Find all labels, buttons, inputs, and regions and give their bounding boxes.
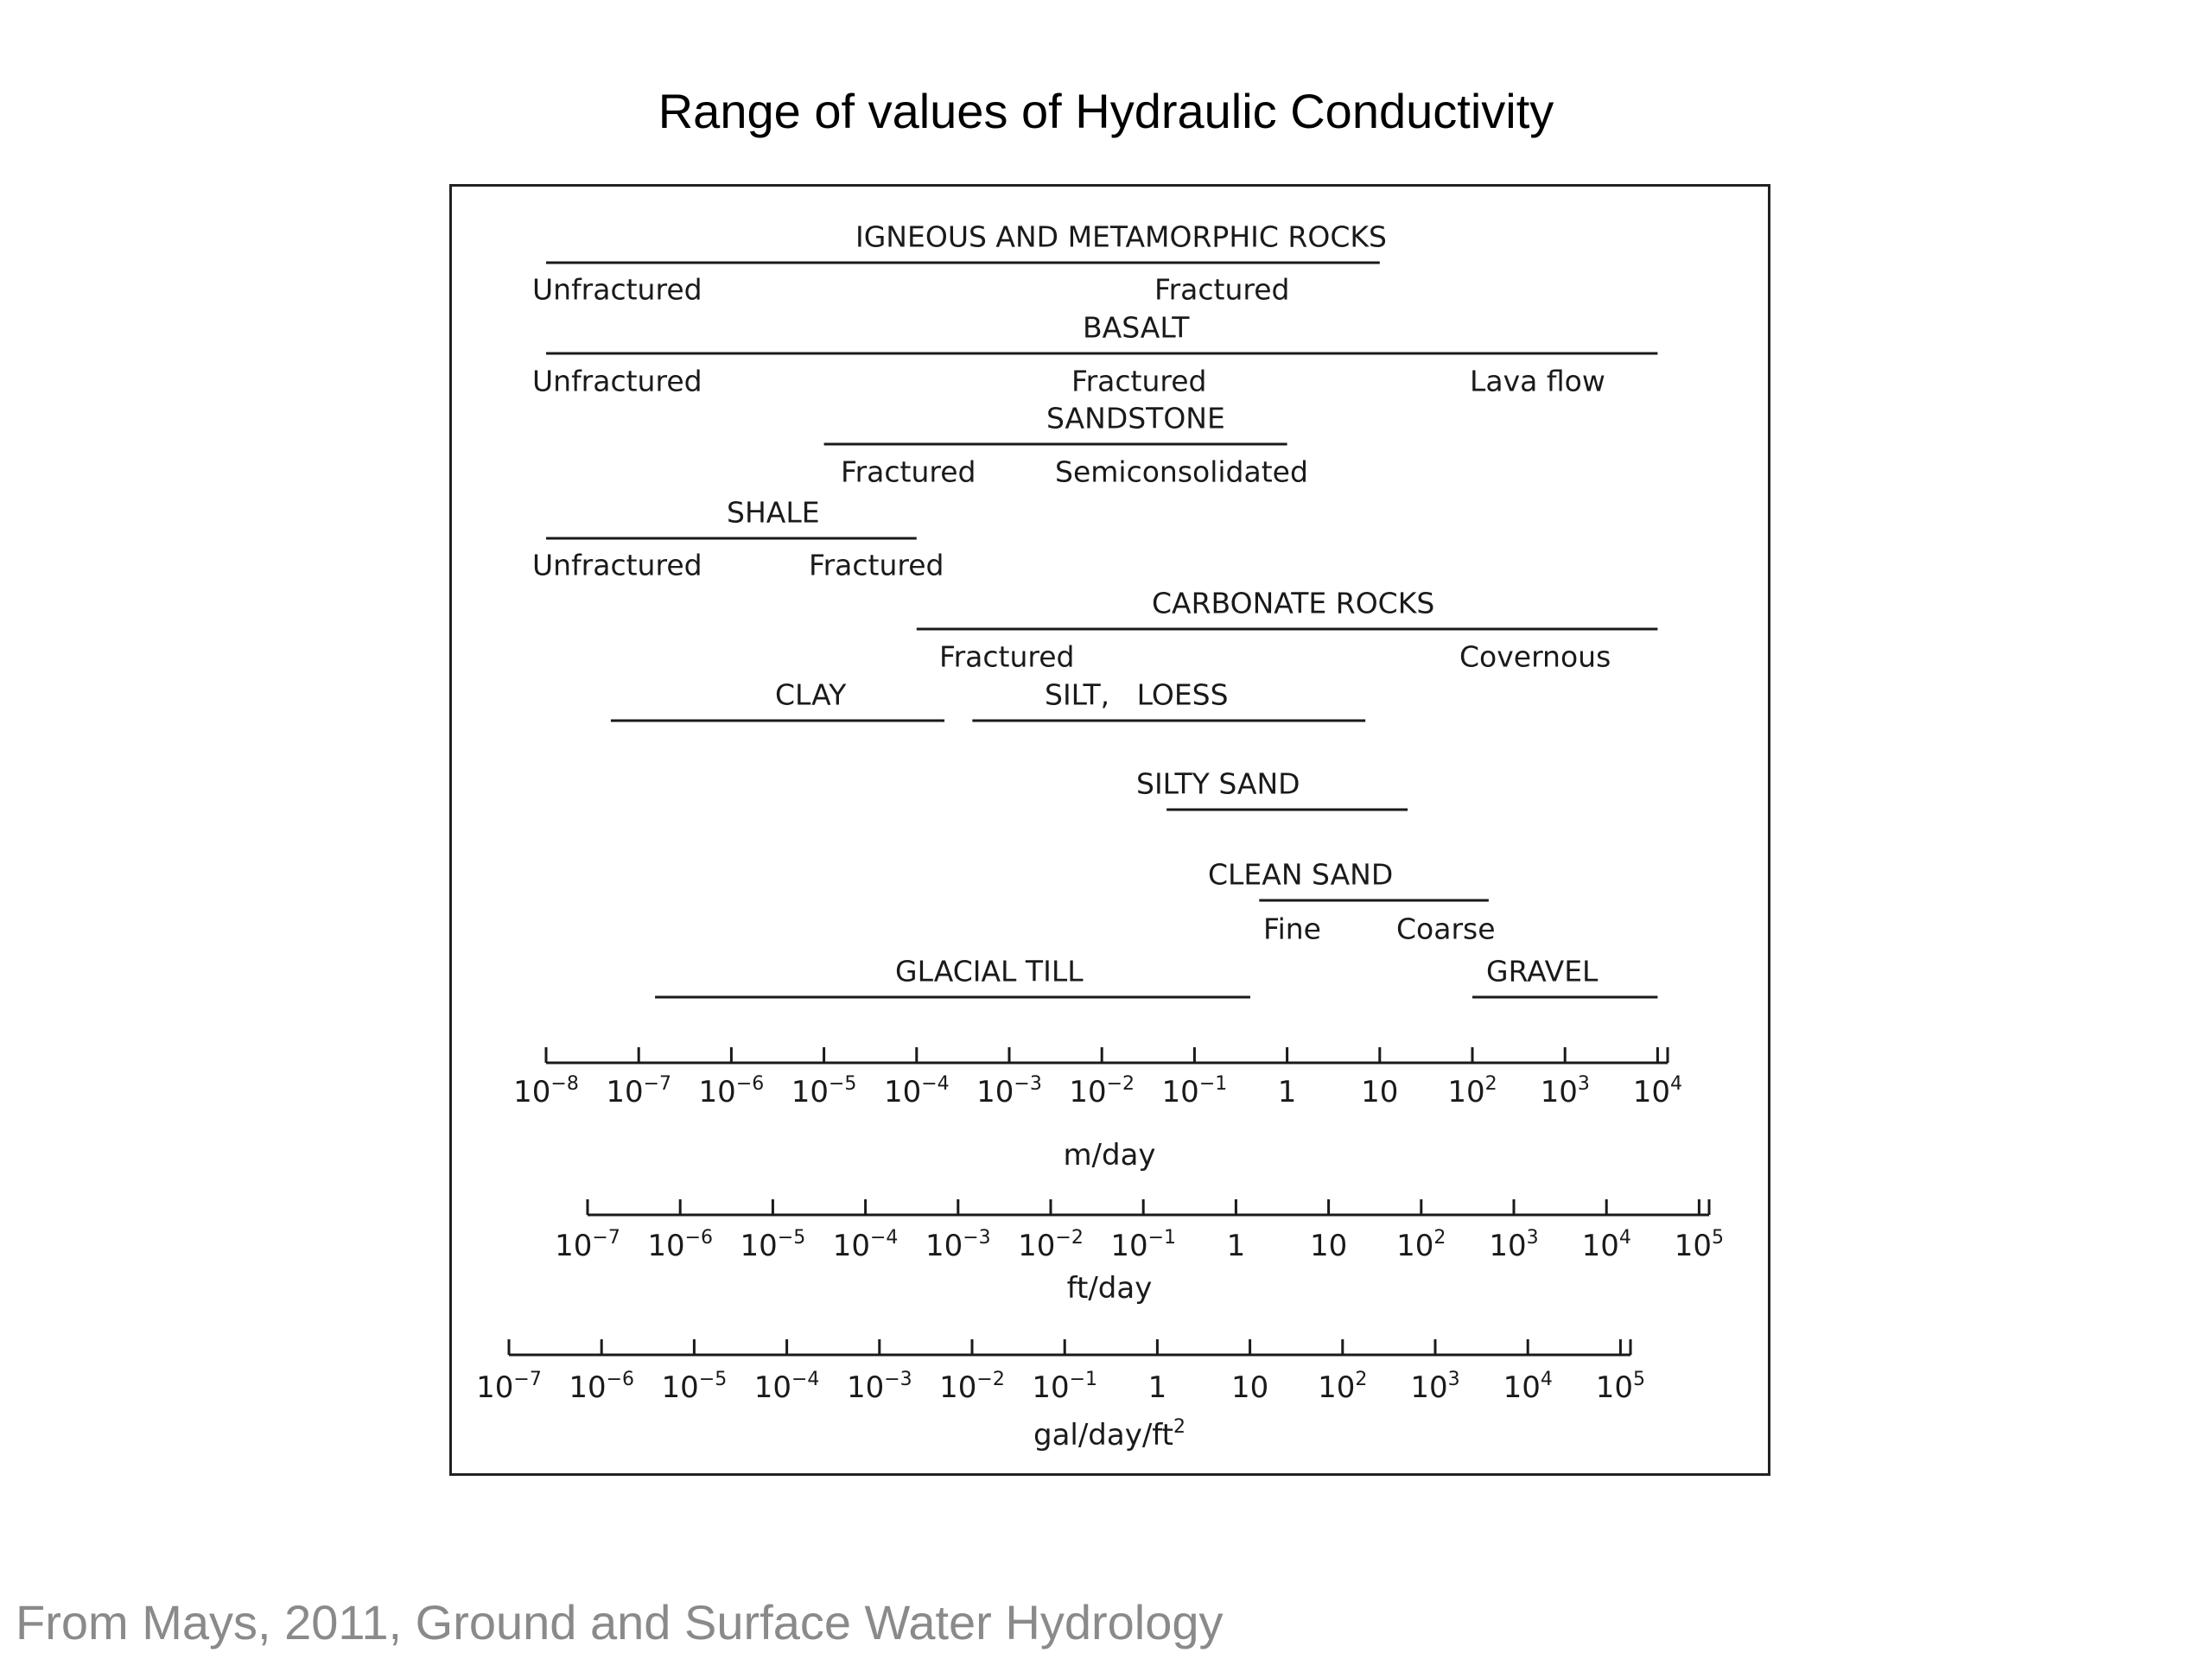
slide-title: Range of values of Hydraulic Conductivity — [658, 84, 1554, 138]
tick-label: $10^{-1}$ — [1110, 1227, 1177, 1263]
tick-label: $10^{-2}$ — [1069, 1073, 1135, 1109]
tick-label: $10^{-2}$ — [939, 1369, 1005, 1405]
tick-label: $10^{-1}$ — [1032, 1369, 1098, 1405]
materials-layer — [532, 220, 1657, 998]
sublabel-unfractured: Unfractured — [532, 364, 702, 398]
material-clay — [611, 678, 944, 721]
sublabel-fine: Fine — [1263, 912, 1321, 946]
tick-label: $10^{-4}$ — [753, 1369, 820, 1405]
tick-label: $10^{-6}$ — [569, 1369, 635, 1405]
material-label-gravel: GRAVEL — [1486, 954, 1599, 988]
material-clean-sand — [1208, 858, 1496, 946]
tick-label: $10^{-2}$ — [1018, 1227, 1084, 1263]
material-shale — [532, 496, 944, 582]
material-silt-loess — [972, 678, 1365, 721]
sublabel-fractured: Fractured — [809, 548, 944, 582]
tick-label: 1 — [1277, 1075, 1297, 1109]
tick-label: $10^{-5}$ — [661, 1369, 728, 1405]
sublabel-semiconsolidated: Semiconsolidated — [1055, 454, 1308, 489]
axis-unit-label: m/day — [1063, 1138, 1156, 1173]
sublabel-covernous: Covernous — [1459, 639, 1611, 674]
tick-label: $10^{-3}$ — [846, 1369, 912, 1405]
sublabel-lava-flow: Lava flow — [1470, 364, 1605, 398]
tick-label: $10^5$ — [1595, 1369, 1646, 1405]
sublabel-fractured: Fractured — [1154, 272, 1290, 307]
material-igneous-and-metamorphic-rocks — [532, 220, 1387, 307]
material-label-carbonate-rocks: CARBONATE ROCKS — [1152, 586, 1435, 620]
material-label-shale: SHALE — [727, 495, 820, 530]
tick-label: $10^{-1}$ — [1161, 1073, 1228, 1109]
material-label-silty-sand: SILTY SAND — [1136, 766, 1300, 801]
material-carbonate-rocks — [917, 587, 1658, 674]
axis-ft-day — [555, 1199, 1724, 1306]
axis-unit-label: gal/$day/ft^2$ — [1033, 1416, 1186, 1452]
tick-label: $10^{-5}$ — [791, 1073, 857, 1109]
tick-label: $10^4$ — [1503, 1369, 1553, 1405]
axis-gal-day-ft — [476, 1339, 1645, 1452]
tick-label: $10^{-7}$ — [606, 1073, 672, 1109]
tick-label: $10^{-7}$ — [555, 1227, 620, 1263]
tick-label: $10^3$ — [1489, 1227, 1539, 1263]
tick-label: 1 — [1147, 1370, 1167, 1405]
source-note: From Mays, 2011, Ground and Surface Water Hydrology — [16, 1595, 1224, 1649]
tick-label: 1 — [1226, 1229, 1246, 1263]
material-label-glacial-till: GLACIAL TILL — [895, 954, 1084, 988]
tick-label: $10^{-4}$ — [883, 1073, 950, 1109]
tick-label: $10^{-4}$ — [832, 1227, 899, 1263]
material-label-clay: CLAY — [775, 677, 847, 712]
tick-label: $10^{-5}$ — [740, 1227, 806, 1263]
axis-unit-label: ft/day — [1066, 1271, 1153, 1306]
tick-label: $10^3$ — [1410, 1369, 1460, 1405]
tick-label: $10^2$ — [1396, 1227, 1446, 1263]
hydraulic-conductivity-chart — [452, 187, 1768, 1473]
tick-label: $10^{-6}$ — [698, 1073, 765, 1109]
material-glacial-till — [655, 955, 1250, 998]
material-label-igneous-and-metamorphic-rocks: IGNEOUS AND METAMORPHIC ROCKS — [855, 219, 1387, 254]
tick-label: $10^{-6}$ — [647, 1227, 714, 1263]
tick-label: $10^2$ — [1318, 1369, 1368, 1405]
tick-label: 10 — [1230, 1370, 1269, 1405]
tick-label: $10^5$ — [1674, 1227, 1725, 1263]
tick-label: 10 — [1361, 1075, 1399, 1109]
sublabel-unfractured: Unfractured — [532, 272, 702, 307]
tick-label: $10^4$ — [1632, 1073, 1683, 1109]
sublabel-fractured: Fractured — [841, 454, 976, 489]
tick-label: $10^{-3}$ — [976, 1073, 1042, 1109]
material-silty-sand — [1136, 767, 1408, 810]
tick-label: 10 — [1309, 1229, 1348, 1263]
tick-label: $10^3$ — [1540, 1073, 1590, 1109]
axes-layer — [476, 1047, 1724, 1452]
material-gravel — [1472, 955, 1657, 998]
tick-label: $10^4$ — [1581, 1227, 1631, 1263]
material-label-basalt: BASALT — [1083, 310, 1190, 345]
axis-m-day — [513, 1047, 1682, 1173]
sublabel-coarse: Coarse — [1396, 912, 1496, 946]
tick-label: $10^2$ — [1447, 1073, 1497, 1109]
material-label-clean-sand: CLEAN SAND — [1208, 857, 1394, 892]
material-label-silt-loess: SILT, LOESS — [1045, 677, 1229, 712]
tick-label: $10^{-3}$ — [925, 1227, 991, 1263]
material-sandstone — [824, 402, 1308, 489]
sublabel-fractured: Fractured — [1071, 364, 1207, 398]
tick-label: $10^{-7}$ — [476, 1369, 542, 1405]
material-label-sandstone: SANDSTONE — [1046, 401, 1225, 435]
material-basalt — [532, 311, 1657, 398]
tick-label: $10^{-8}$ — [513, 1073, 579, 1109]
sublabel-fractured: Fractured — [939, 639, 1075, 674]
chart-frame — [449, 184, 1770, 1476]
sublabel-unfractured: Unfractured — [532, 548, 702, 582]
